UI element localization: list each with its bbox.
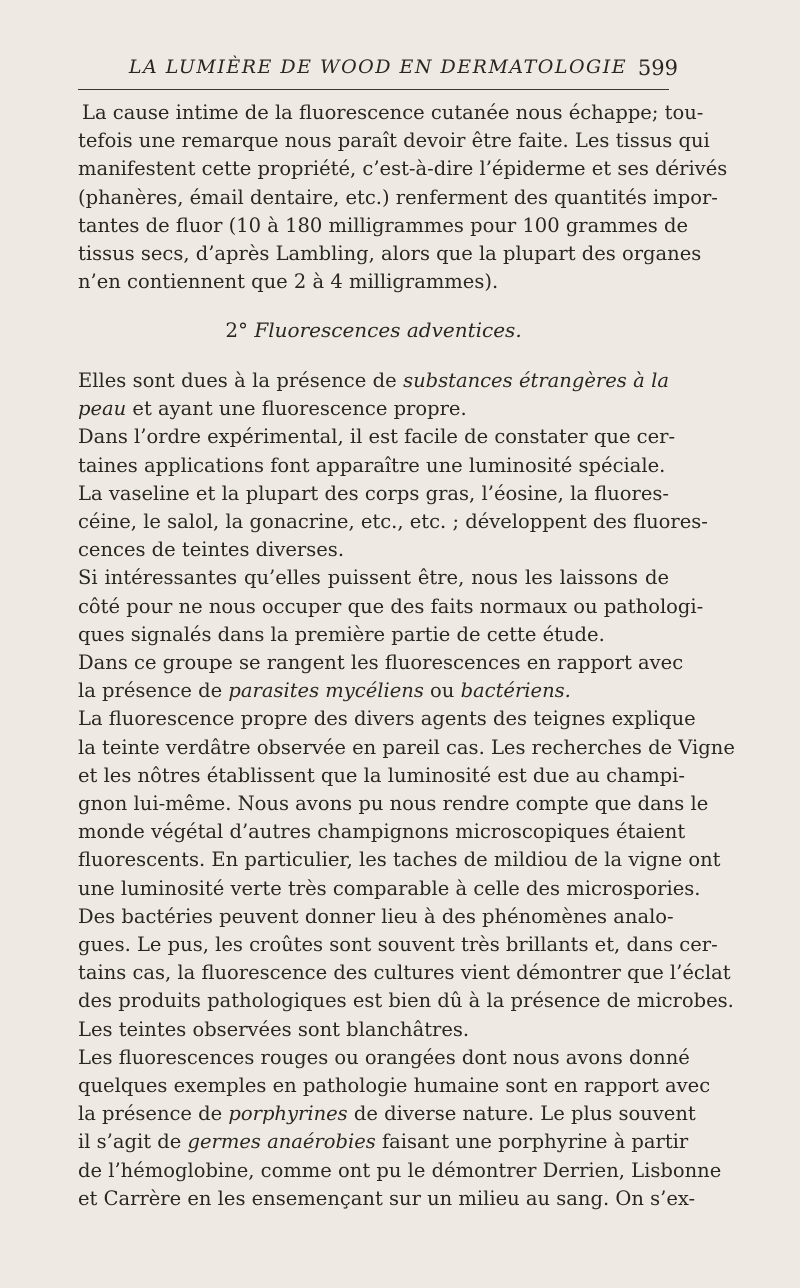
- text-line: et les nôtres établissent que la luminosité est due au champi-: [78, 763, 685, 787]
- text-line: Les teintes observées sont blanchâtres.: [78, 1017, 470, 1041]
- text-line: Les fluorescences rouges ou orangées dont nous avons donné: [78, 1045, 690, 1069]
- text-line: manifestent cette propriété, c’est-à-dire l’épiderme et ses dérivés: [78, 157, 728, 181]
- text-line: [78, 367, 669, 395]
- italic-span: porphyrines: [228, 1102, 348, 1126]
- section-heading: [78, 318, 669, 342]
- text-line: côté pour ne nous occuper que des faits normaux ou pathologi-: [78, 594, 704, 618]
- text-line: gnon lui-même. Nous avons pu nous rendre compte que dans le: [78, 792, 709, 816]
- running-head: [78, 56, 678, 86]
- text-line: monde végétal d’autres champignons microscopiques étaient: [78, 820, 686, 844]
- text-span: la présence de: [78, 679, 223, 703]
- text-line: [78, 395, 669, 423]
- text-span: Elles sont dues à la présence de: [78, 369, 397, 392]
- text-line: tains cas, la fluorescence des cultures vient démontrer que l’éclat: [78, 961, 731, 985]
- running-head-title: LA LUMIÈRE DE WOOD EN DERMATOLOGIE: [128, 56, 628, 78]
- text-line: tefois une remarque nous paraît devoir être faite. Les tissus qui: [78, 129, 710, 153]
- text-line: La vaseline et la plupart des corps gras, l’éosine, la fluores-: [78, 481, 669, 505]
- text-line: Des bactéries peuvent donner lieu à des phénomènes analo-: [78, 904, 674, 928]
- italic-span: substances étrangères à la: [403, 369, 669, 392]
- italic-span: germes anaérobies: [187, 1130, 376, 1154]
- heading-number: 2°: [225, 318, 249, 342]
- text-span: de diverse nature. Le plus souvent: [353, 1102, 696, 1126]
- text-line: gues. Le pus, les croûtes sont souvent très brillants et, dans cer-: [78, 933, 718, 957]
- italic-span: bactériens.: [460, 679, 571, 703]
- text-span: faisant une porphyrine à partir: [381, 1130, 689, 1154]
- text-line: (phanères, émail dentaire, etc.) renferment des quantités impor-: [78, 185, 718, 209]
- text-line: céine, le salol, la gonacrine, etc., etc. ; développent des fluores-: [78, 510, 708, 534]
- text-line: une luminosité verte très comparable à celle des microspories.: [78, 876, 701, 900]
- text-line: Dans l’ordre expérimental, il est facile de constater que cer-: [78, 425, 676, 449]
- text-line: ques signalés dans la première partie de cette étude.: [78, 622, 605, 646]
- paragraph-fluor: [78, 99, 728, 296]
- text-line: La fluorescence propre des divers agents des teignes explique: [78, 707, 696, 731]
- text-line: [78, 677, 669, 705]
- text-line: cences de teintes diverses.: [78, 538, 345, 562]
- text-line: tantes de fluor (10 à 180 milligrammes pour 100 grammes de: [78, 213, 689, 237]
- italic-span: parasites mycéliens: [228, 679, 424, 703]
- text-line: taines applications font apparaître une luminosité spéciale.: [78, 453, 666, 477]
- text-span: la présence de: [78, 1102, 223, 1126]
- text-span: et ayant une fluorescence propre.: [132, 397, 467, 421]
- text-line: Dans ce groupe se rangent les fluorescences en rapport avec: [78, 651, 684, 675]
- text-line: La cause intime de la fluorescence cutanée nous échappe; tou-: [82, 101, 704, 124]
- text-line: [78, 1128, 689, 1156]
- text-line: quelques exemples en pathologie humaine sont en rapport avec: [78, 1074, 711, 1098]
- text-line: fluorescents. En particulier, les taches de mildiou de la vigne ont: [78, 848, 721, 872]
- section-body: [78, 367, 735, 1213]
- text-line: et Carrère en les ensemençant sur un milieu au sang. On s’ex-: [78, 1186, 696, 1210]
- text-span: ou: [430, 679, 455, 703]
- text-line: n’en contiennent que 2 à 4 milligrammes).: [78, 270, 499, 294]
- text-line: la teinte verdâtre observée en pareil cas. Les recherches de Vigne: [78, 735, 735, 759]
- text-line: Si intéressantes qu’elles puissent être, nous les laissons de: [78, 566, 669, 590]
- header-rule: [78, 89, 669, 90]
- text-span: il s’agit de: [78, 1130, 182, 1154]
- page-number: 599: [637, 56, 678, 80]
- text-line: des produits pathologiques est bien dû à la présence de microbes.: [78, 989, 734, 1013]
- text-line: [78, 1100, 696, 1128]
- heading-title: Fluorescences adventices.: [254, 318, 522, 342]
- text-line: tissus secs, d’après Lambling, alors que la plupart des organes: [78, 242, 702, 266]
- italic-span: peau: [78, 397, 127, 421]
- text-line: de l’hémoglobine, comme ont pu le démontrer Derrien, Lisbonne: [78, 1158, 722, 1182]
